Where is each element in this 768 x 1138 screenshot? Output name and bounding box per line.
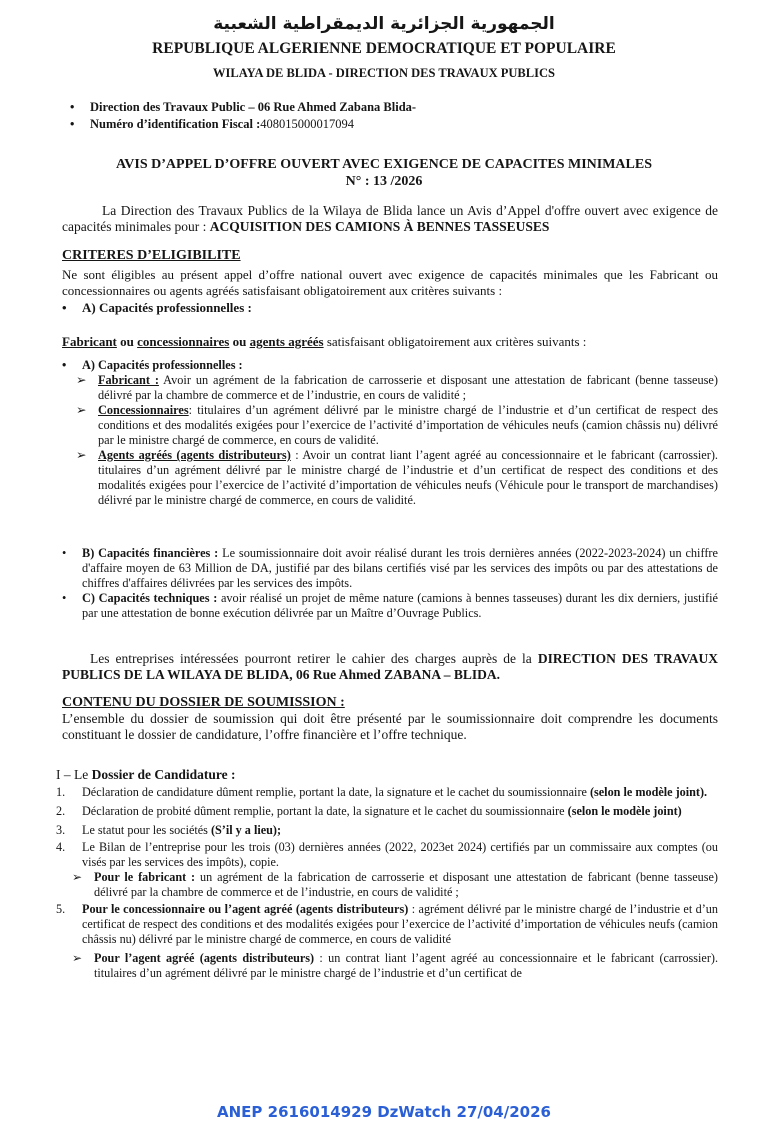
capacities-a-item: • A) Capacités professionnelles : <box>62 358 243 372</box>
notice-intro <box>62 203 718 235</box>
item-sub-label: Pour le fabricant : <box>94 870 196 884</box>
retrait-address: DIRECTION DES TRAVAUX PUBLICS DE LA WILAYA DE BLIDA, 06 Rue Ahmed ZABANA – BLIDA. <box>62 651 718 682</box>
item-text: Déclaration de candidature dûment remplie, portant la date, la signature et le cachet du soumissionnaire <box>82 785 590 799</box>
concessionnaires-item-label: Concessionnaires <box>98 403 189 417</box>
intro-object: ACQUISITION DES CAMIONS À BENNES TASSEUSES <box>209 219 550 234</box>
agents-item-label: Agents agréés (agents distributeurs) <box>98 448 291 462</box>
criteria-heading: CRITERES D’ELIGIBILITE <box>62 248 241 263</box>
item-text: Le statut pour les sociétés <box>82 823 211 837</box>
contenu-text: L’ensemble du dossier de soumission qui doit être présenté par le soumissionnaire doit comprendre les documents constituant le dossier de candidature, l’offre financière et l’offre technique. <box>62 711 718 742</box>
candidature-item-5 <box>56 902 718 947</box>
bullet-icon: • <box>70 117 75 131</box>
subject-rest: satisfaisant obligatoirement aux critères suivants : <box>323 334 587 349</box>
fabricant-label: Fabricant <box>62 334 117 349</box>
item-note: (S’il y a lieu); <box>210 823 282 837</box>
item-text: : agrément délivré par le ministre chargé de l’industrie et d’un certificat de respect des conditions et des modalités exigées pour l’exercice de l’activité d’importation de véhicules neufs (camion châssis nu) délivré par le ministre chargé de commerce, en cours de validité <box>82 902 718 946</box>
notice-title-block <box>0 156 768 190</box>
professional-capacities <box>62 358 718 508</box>
concessionnaires-item-text: : titulaires d’un agrément délivré par le ministre chargé de l’industrie et d’un certificat de respect des conditions et des modalités exigées pour l’exercice de l’activité d’importation de véhicules neufs (camion châssis nu) délivré par le ministre chargé de commerce, en cours de validité. <box>98 403 718 447</box>
concessionnaires-item <box>62 403 718 448</box>
item-note: (selon le modèle joint) <box>567 804 682 818</box>
address-text: Direction des Travaux Public – 06 Rue Ahmed Zabana Blida- <box>90 100 417 114</box>
agents-item <box>62 448 718 508</box>
candidature-item-4 <box>56 840 718 870</box>
item-number: 5. <box>56 902 66 916</box>
retrait-text: Les entreprises intéressées pourront retirer le cahier des charges auprès de la <box>90 651 538 666</box>
fabricant-item <box>62 373 718 403</box>
candidature-item-1 <box>56 785 718 800</box>
capacities-b-label: B) Capacités financières : <box>82 546 219 560</box>
candidature-heading: Dossier de Candidature : <box>91 767 236 782</box>
nif-label: Numéro d’identification Fiscal : <box>90 117 261 131</box>
fabricant-item-text: Avoir un agrément de la fabrication de carrosserie et disposant une attestation de fabricant (benne tasseuse) délivré par la chambre de commerce et de l’industrie, en cours de validité ; <box>98 373 718 402</box>
candidature-prefix: I – Le <box>56 767 92 782</box>
contenu-heading: CONTENU DU DOSSIER DE SOUMISSION : <box>62 695 345 710</box>
retrait-paragraph <box>62 651 718 683</box>
candidature-item-2 <box>56 804 718 819</box>
criteria-section <box>62 248 718 316</box>
criteria-intro: Ne sont éligibles au présent appel d’offre national ouvert avec exigence de capacités minimales que les Fabricant ou concessionnaires ou agents agréés satisfaisant obligatoirement aux critères suivants : <box>62 267 718 298</box>
criteria-a-item: • A) Capacités professionnelles : <box>62 300 252 315</box>
arrow-bullet-icon: ➢ <box>72 951 83 965</box>
arabic-header: الجمهورية الجزائرية الديمقراطية الشعبية <box>213 14 555 34</box>
capacities-b-item <box>62 546 718 591</box>
subject-line <box>62 334 718 350</box>
fabricant-item-label: Fabricant : <box>98 373 159 387</box>
bullet-icon: • <box>62 300 67 315</box>
item-sub-label: Pour l’agent agréé (agents distributeurs) <box>94 951 315 965</box>
item-number: 3. <box>56 823 66 837</box>
agents-item-text: : Avoir un contrat liant l’agent agréé au concessionnaire et le fabricant (carrossier). titulaires d’un agrément délivré par le ministre chargé de l’industrie et d’un certificat de respect des conditions et des modalités exigées pour l’exercice de l’activité d’importation de véhicules neufs (Véhicule pour le transport de marchandises) délivré par le ministre chargé de commerce, en cours de validité. <box>98 448 719 507</box>
item-number: 4. <box>56 840 66 854</box>
issuer-info <box>70 99 416 133</box>
nif-item <box>70 116 416 133</box>
concessionnaires-label: concessionnaires <box>137 334 230 349</box>
candidature-section <box>56 767 718 981</box>
item-text: Déclaration de probité dûment remplie, portant la date, la signature et le cachet du soumissionnaire <box>82 804 568 818</box>
or-2: ou <box>229 334 250 349</box>
bullet-icon: • <box>62 358 67 372</box>
item-label: Pour le concessionnaire ou l’agent agréé (agents distributeurs) <box>82 902 409 916</box>
arrow-bullet-icon: ➢ <box>76 403 87 417</box>
candidature-item-3 <box>56 823 718 838</box>
item-text: Le Bilan de l’entreprise pour les trois (03) dernières années (2022, 2023et 2024) certifiés par un commissaire aux comptes (ou visés par les services des impôts), copie. <box>82 840 718 869</box>
candidature-item-5-sub <box>56 951 718 981</box>
address-item <box>70 99 416 116</box>
capacities-c-label: C) Capacités techniques : <box>82 591 218 605</box>
notice-title: AVIS D’APPEL D’OFFRE OUVERT AVEC EXIGENCE DE CAPACITES MINIMALES <box>116 157 652 172</box>
item-number: 2. <box>56 804 66 818</box>
item-number: 1. <box>56 785 66 799</box>
contenu-section <box>62 695 718 743</box>
republic-title: REPUBLIQUE ALGERIENNE DEMOCRATIQUE ET POPULAIRE <box>152 40 616 57</box>
candidature-item-4-sub <box>56 870 718 900</box>
notice-number: N° : 13 /2026 <box>345 174 423 189</box>
arrow-bullet-icon: ➢ <box>72 870 83 884</box>
capacities-b-text: Le soumissionnaire doit avoir réalisé durant les trois dernières années (2022-2023-2024) un chiffre d'affaire moyen de 63 Million de DA, justifié par des bilans certifiés visé par les services des impôts ou par des attestations de chiffres d'affaires délivrées par les services des impôts. <box>82 546 718 590</box>
nif-value: 408015000017094 <box>260 117 354 131</box>
intro-text: La Direction des Travaux Publics de la Wilaya de Blida lance un Avis d’Appel d'offre ouvert avec exigence de capacités minimales pour : <box>62 203 718 234</box>
bullet-icon: • <box>62 546 67 560</box>
bullet-icon: • <box>62 591 67 605</box>
item-note: (selon le modèle joint). <box>589 785 708 799</box>
capacities-c-item <box>62 591 718 621</box>
financial-technical-capacities <box>62 546 718 621</box>
footer-reference: ANEP 2616014929 DzWatch 27/04/2026 <box>217 1103 551 1121</box>
arrow-bullet-icon: ➢ <box>76 373 87 387</box>
wilaya-line: WILAYA DE BLIDA - DIRECTION DES TRAVAUX PUBLICS <box>213 66 555 80</box>
item-sub-text: un agrément de la fabrication de carrosserie et disposant une attestation de fabricant (benne tasseuse) délivré par la chambre de commerce et de l’industrie, en cours de validité ; <box>94 870 718 899</box>
or-1: ou <box>116 334 138 349</box>
agents-label: agents agréés <box>249 334 324 349</box>
item-sub-text: : un contrat liant l’agent agréé au concessionnaire et le fabricant (carrossier). titulaires d’un agrément délivré par le ministre chargé de l’industrie et d’un certificat de <box>94 951 718 980</box>
bullet-icon: • <box>70 100 75 114</box>
arrow-bullet-icon: ➢ <box>76 448 87 462</box>
capacities-c-text: avoir réalisé un projet de même nature (camions à bennes tasseuses) durant les dix derniers, justifié par une attestation de bonne exécution délivrée par un Maître d’Ouvrage Publics. <box>82 591 718 620</box>
candidature-heading-line <box>56 767 718 782</box>
